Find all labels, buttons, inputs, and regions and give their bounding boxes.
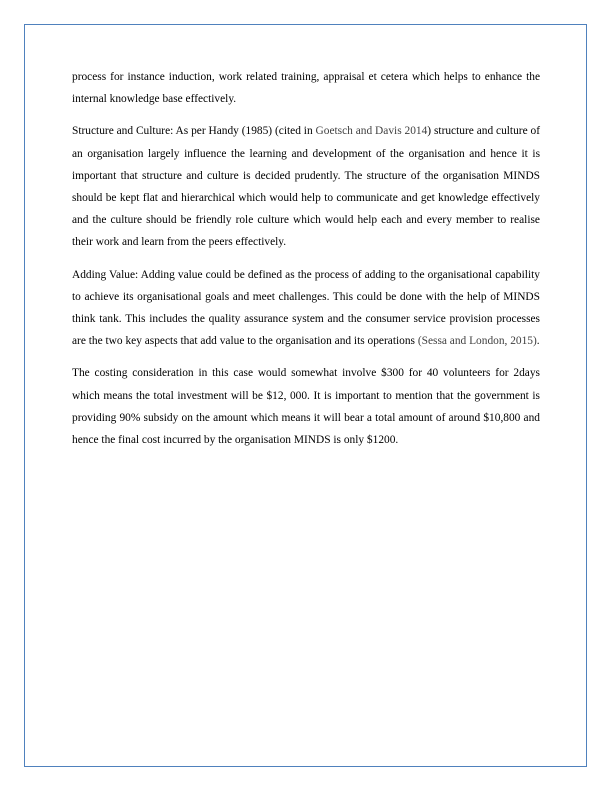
citation-sessa-london: (Sessa and London, 2015)	[417, 335, 537, 348]
paragraph-text: process for instance induction, work related training, appraisal et cetera which helps to enhance the internal knowledge base effectively.	[72, 71, 540, 106]
paragraph-text: Structure and Culture: As per Handy (1985) (cited in	[72, 125, 316, 138]
document-body	[72, 66, 540, 451]
paragraph-adding-value	[72, 264, 540, 353]
citation-goetsch-davis: Goetsch and Davis 2014	[315, 125, 428, 138]
paragraph-costing	[72, 362, 540, 451]
paragraph-text: .	[536, 335, 540, 348]
paragraph-structure-culture	[72, 120, 540, 253]
paragraph-text: Adding Value: Adding value could be defined as the process of adding to the organisational capability to achieve its organisational goals and meet challenges. This could be done with the help of MINDS think tank. This includes the quality assurance system and the consumer service provision processes are the two key aspects that add value to the organisation and its operations	[72, 268, 540, 348]
paragraph-text: The costing consideration in this case would somewhat involve $300 for 40 volunteers for 2days which means the total investment will be $12, 000. It is important to mention that the government is providing 90% subsidy on the amount which means it will bear a total amount of around $10,800 and hence the final cost incurred by the organisation MINDS is only $1200.	[72, 367, 540, 447]
paragraph-text: ) structure and culture of an organisation largely influence the learning and development of the organisation and hence it is important that structure and culture is decided prudently. The structure of the organisation MINDS should be kept flat and hierarchical which would help to communicate and get knowledge effectively and the culture should be friendly role culture which would help each and every member to realise their work and learn from the peers effectively.	[72, 125, 541, 249]
paragraph-induction-training	[72, 66, 540, 110]
